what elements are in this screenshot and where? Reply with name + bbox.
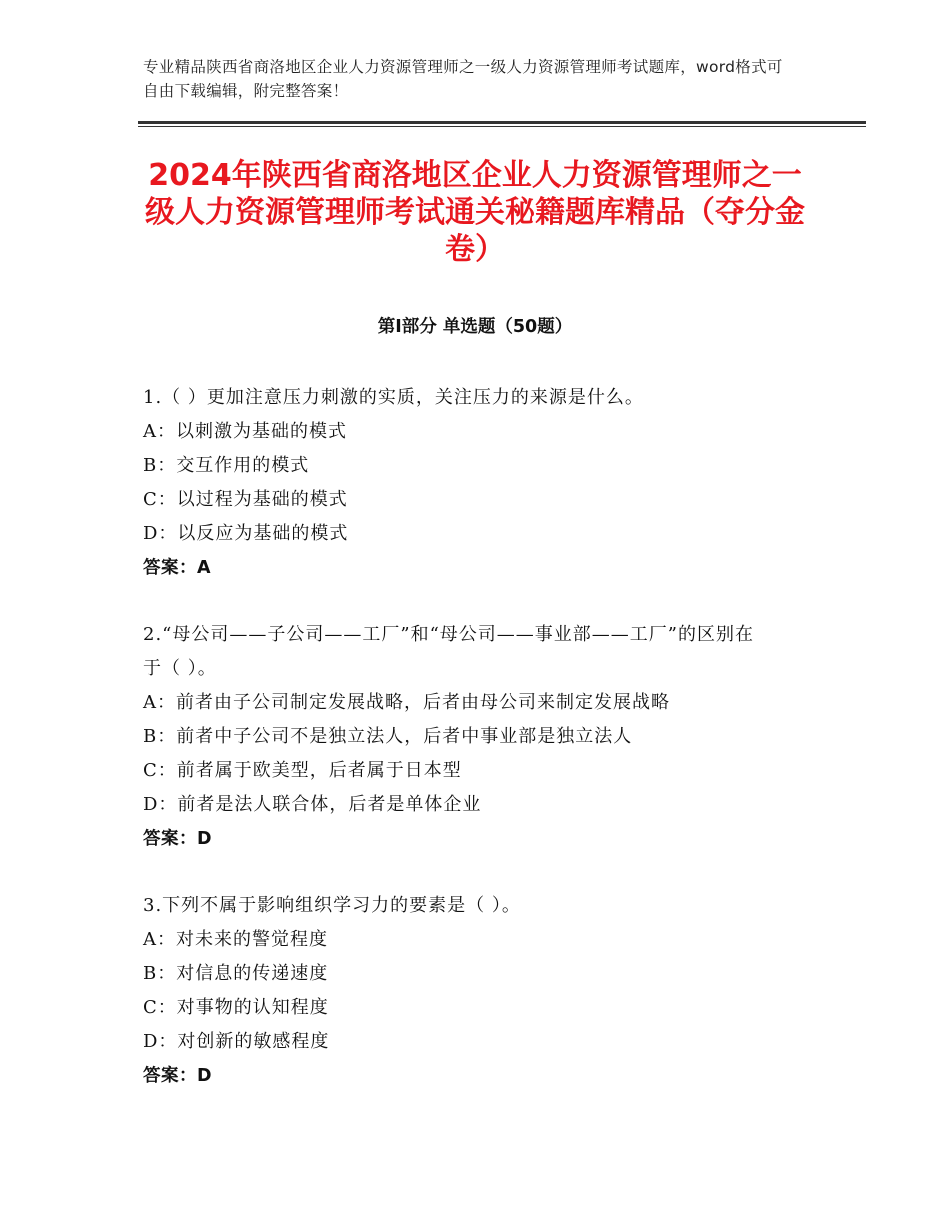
- header-note: 专业精品陕西省商洛地区企业人力资源管理师之一级人力资源管理师考试题库，word格式可自由下载编辑，附完整答案！: [143, 58, 783, 100]
- option-a: A：对未来的警觉程度: [143, 929, 328, 950]
- option-d: D：前者是法人联合体，后者是单体企业: [143, 794, 482, 815]
- option-d: D：以反应为基础的模式: [143, 523, 349, 544]
- answer: 答案：A: [143, 558, 212, 578]
- option-d: D：对创新的敏感程度: [143, 1031, 330, 1052]
- option-b: B：对信息的传递速度: [143, 963, 329, 984]
- document-title: 2024年陕西省商洛地区企业人力资源管理师之一级人力资源管理师考试通关秘籍题库精品（夺分金卷）: [145, 158, 805, 267]
- option-c: C：对事物的认知程度: [143, 997, 329, 1018]
- header-divider-thick: [138, 121, 866, 124]
- question-list: [143, 381, 783, 1126]
- answer: 答案：D: [143, 829, 213, 849]
- option-a: A：前者由子公司制定发展战略，后者由母公司来制定发展战略: [143, 692, 670, 713]
- option-c: C：以过程为基础的模式: [143, 489, 348, 510]
- question-2: [143, 618, 783, 856]
- question-1: [143, 381, 783, 585]
- option-c: C：前者属于欧美型，后者属于日本型: [143, 760, 462, 781]
- option-b: B：交互作用的模式: [143, 455, 310, 476]
- option-a: A：以刺激为基础的模式: [143, 421, 347, 442]
- question-stem: 1.（ ）更加注意压力刺激的实质，关注压力的来源是什么。: [143, 387, 644, 408]
- question-stem: 2.“母公司——子公司——工厂”和“母公司——事业部——工厂”的区别在于（ ）。: [143, 624, 754, 679]
- answer: 答案：D: [143, 1066, 213, 1086]
- header-divider-thin: [138, 126, 866, 127]
- option-b: B：前者中子公司不是独立法人，后者中事业部是独立法人: [143, 726, 633, 747]
- section-heading: 第Ⅰ部分 单选题（50题）: [377, 317, 573, 337]
- question-3: [143, 889, 783, 1093]
- question-stem: 3.下列不属于影响组织学习力的要素是（ ）。: [143, 895, 521, 916]
